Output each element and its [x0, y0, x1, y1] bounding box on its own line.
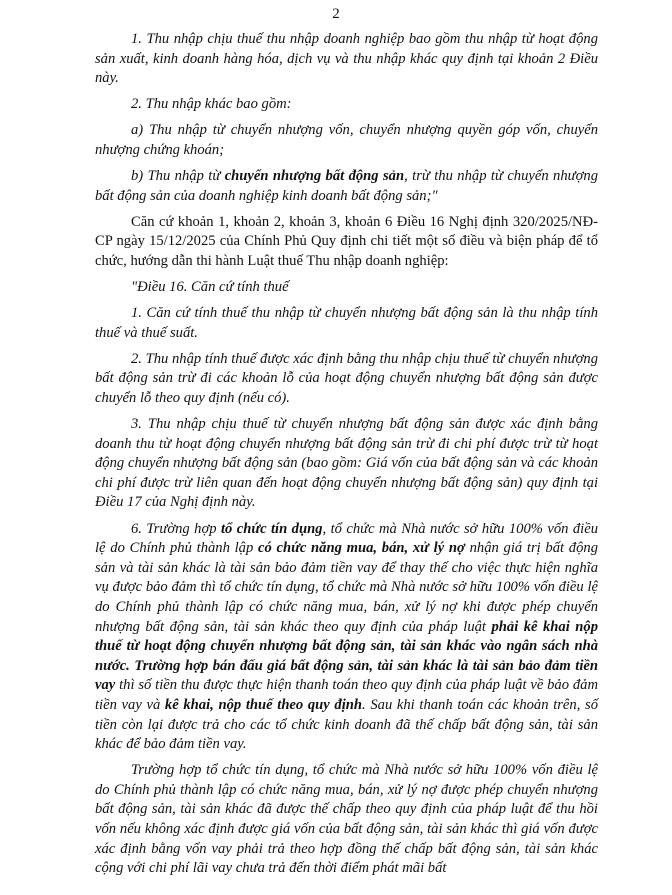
bold-text-segment: có chức năng mua, bán, xử lý nợ: [258, 540, 465, 557]
text-segment: a) Thu nhập từ chuyển nhượng vốn, chuyển nhượng quyền góp vốn, chuyển nhượng chứng khoán;: [95, 122, 598, 158]
paragraph: [95, 30, 598, 89]
paragraph: [95, 121, 598, 160]
text-segment: Trường hợp tổ chức tín dụng, tổ chức mà Nhà nước sở hữu 100% vốn điều lệ do Chính phủ thành lập có chức năng mua, bán, xử lý nợ được phép chuyển nhượng bất động sản, tài sản khác đã được thế chấp theo quy định của pháp luật để thu hồi vốn nếu không xác định được giá vốn của bất động sản, tài sản khác thì giá vốn được xác định bằng vốn vay phải trả theo hợp đồng thế chấp bất động sản, tài sản khác cộng với chi phí lãi vay chưa trả đến thời điểm phát mãi bất: [95, 762, 598, 877]
bold-text-segment: phải kê khai nộp thuế từ hoạt động chuyển nhượng bất động sản, tài sản khác vào ngân sách nhà nước. Trường hợp bán đấu giá bất động sản, tài sản khác là tài sản bảo đảm tiền vay: [95, 618, 598, 694]
paragraph: [95, 278, 598, 298]
text-segment: 2. Thu nhập khác bao gồm:: [131, 96, 292, 113]
page-number: 2: [332, 6, 340, 22]
paragraph: [95, 304, 598, 343]
paragraph: [95, 95, 598, 115]
text-segment: 1. Căn cứ tính thuế thu nhập từ chuyển nhượng bất động sản là thu nhập tính thuế và thuế suất.: [95, 305, 598, 341]
text-segment: 6. Trường hợp: [131, 520, 221, 537]
paragraph: [95, 520, 598, 755]
text-segment: 1. Thu nhập chịu thuế thu nhập doanh nghiệp bao gồm thu nhập từ hoạt động sản xuất, kinh doanh hàng hóa, dịch vụ và thu nhập khác quy định tại khoản 2 Điều này.: [95, 31, 598, 87]
document-body: [95, 30, 598, 885]
text-segment: b) Thu nhập từ: [131, 168, 225, 185]
text-segment: Căn cứ khoản 1, khoản 2, khoản 3, khoản 6 Điều 16 Nghị định 320/2025/NĐ-CP ngày 15/12/2025 của Chính Phủ Quy định chi tiết một số điều và biện pháp để tổ chức, hướng dẫn thi hành Luật thuế Thu nhập doanh nghiệp:: [95, 213, 598, 269]
text-segment: , trừ thu nhập từ chuyển nhượng bất động sản của doanh nghiệp kinh doanh bất động sản;": [95, 168, 598, 204]
text-segment: . Sau khi thanh toán các khoản trên, số tiền còn lại được trả cho các tổ chức kinh doanh đã thế chấp bất động sản, tài sản khác để bảo đảm tiền vay.: [95, 696, 598, 753]
bold-text-segment: tổ chức tín dụng: [220, 520, 323, 537]
text-segment: 3. Thu nhập chịu thuế từ chuyển nhượng bất động sản được xác định bằng doanh thu từ hoạt động chuyển nhượng bất động sản trừ đi chi phí được trừ từ hoạt động chuyển nhượng bất động sản (bao gồm: Giá vốn của bất động sản và các khoản chi phí được trừ liên quan đến hoạt động chuyển nhượng bất động sản) quy định tại Điều 17 của Nghị định này.: [95, 416, 598, 511]
paragraph: [95, 761, 598, 879]
paragraph: [95, 415, 598, 513]
text-segment: , tổ chức mà Nhà nước sở hữu 100% vốn điều lệ do Chính phủ thành lập: [95, 520, 598, 557]
text-segment: nhận giá trị bất động sản và tài sản khác là tài sản bảo đảm tiền vay để thay thế cho việc thực hiện nghĩa vụ được bảo đảm thì tổ chức tín dụng, tổ chức mà Nhà nước sở hữu 100% vốn điều lệ do Chính phủ thành lập có chức năng mua, bán, xử lý nợ khi được phép chuyển nhượng bất động sản, tài sản khác theo quy định của pháp luật: [95, 540, 598, 635]
paragraph: [95, 213, 598, 272]
text-segment: thì số tiền thu được thực hiện thanh toán theo quy định của pháp luật về bảo đảm tiền vay và: [95, 677, 598, 713]
bold-text-segment: kê khai, nộp thuế theo quy định: [164, 696, 363, 713]
text-segment: "Điều 16. Căn cứ tính thuế: [131, 279, 289, 296]
paragraph: [95, 167, 598, 206]
paragraph: [95, 350, 598, 409]
bold-text-segment: chuyển nhượng bất động sản: [224, 168, 405, 185]
text-segment: 2. Thu nhập tính thuế được xác định bằng thu nhập chịu thuế từ chuyển nhượng bất động sản trừ đi các khoản lỗ của hoạt động chuyển nhượng bất động sản được chuyển lỗ theo quy định (nếu có).: [95, 350, 598, 406]
